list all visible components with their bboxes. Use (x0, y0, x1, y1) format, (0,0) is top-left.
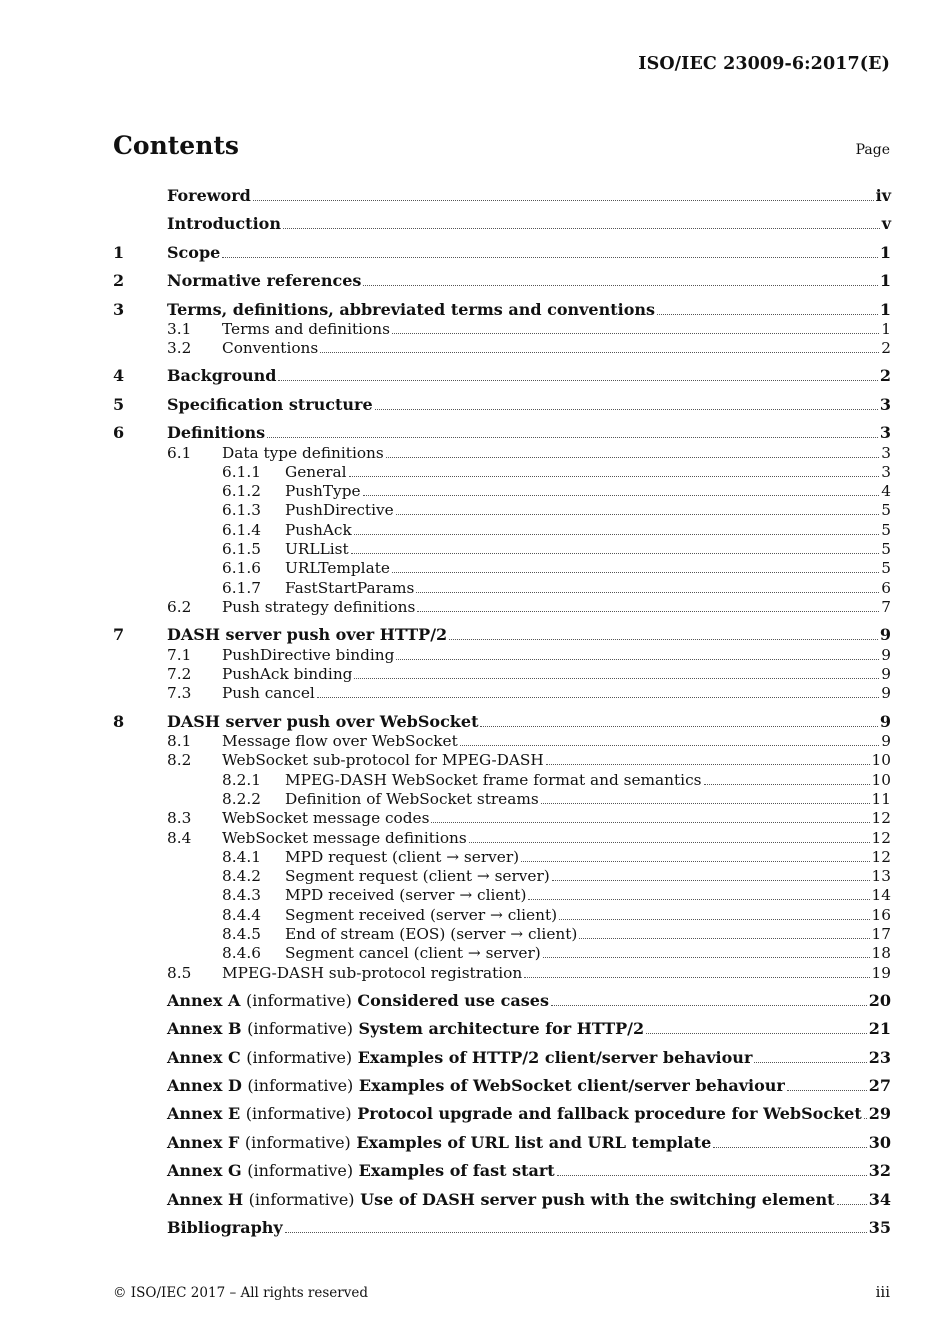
dot-leader (837, 1203, 867, 1205)
dot-leader (557, 1174, 867, 1176)
annex-label: Annex H (167, 1190, 244, 1209)
dot-leader (579, 937, 869, 939)
toc-entry-page: 30 (868, 1133, 891, 1152)
toc-entry-page: 9 (879, 712, 891, 731)
toc-title-text: MPD received (server → client) (285, 886, 527, 904)
toc-entry-number: 8.2.1 (222, 771, 261, 789)
annex-title: Examples of WebSocket client/server behaviour (358, 1076, 785, 1095)
toc-entry-page: 20 (868, 991, 891, 1010)
toc-title-text: PushAck binding (222, 665, 353, 683)
toc-entry-title (167, 624, 447, 646)
toc-entry-page: 35 (868, 1218, 891, 1237)
toc-title-text: PushDirective (285, 501, 394, 519)
toc-entry-number: 6.1.3 (222, 501, 261, 519)
toc-entry[interactable] (113, 270, 891, 292)
annex-title: Examples of HTTP/2 client/server behaviour (357, 1048, 753, 1067)
toc-entry-page: 10 (871, 751, 891, 769)
toc-entry-page: 13 (871, 867, 891, 885)
toc-title-text: End of stream (EOS) (server → client) (285, 925, 578, 943)
toc-title-text: Message flow over WebSocket (222, 732, 458, 750)
toc-entry[interactable] (113, 1075, 891, 1097)
toc-entry-page: 5 (881, 501, 891, 519)
toc-title-text: PushType (285, 482, 361, 500)
annex-label: Annex B (167, 1019, 242, 1038)
toc-entry-page: 5 (881, 559, 891, 577)
dot-leader (354, 533, 880, 535)
toc-title-text: URLTemplate (285, 559, 390, 577)
toc-entry-number: 3 (113, 300, 125, 319)
toc-entry-number: 8.5 (167, 964, 192, 982)
annex-type: (informative) (247, 1019, 353, 1038)
page-column-label: Page (855, 142, 890, 158)
toc-entry-number: 7.2 (167, 665, 192, 683)
dot-leader (543, 956, 870, 958)
annex-type: (informative) (244, 1133, 351, 1152)
toc-entry-page: 12 (871, 848, 891, 866)
dot-leader (392, 332, 879, 334)
dot-leader (787, 1089, 867, 1091)
toc-entry-title (167, 394, 373, 416)
dot-leader (521, 860, 869, 862)
annex-label: Annex A (167, 991, 241, 1010)
toc-entry-title (167, 1189, 835, 1211)
toc-entry[interactable] (113, 557, 891, 579)
toc-entry-title (222, 682, 315, 704)
dot-leader (267, 436, 878, 438)
toc-entry[interactable] (113, 807, 891, 829)
toc-entry-page: 12 (871, 829, 891, 847)
toc-entry-title (167, 185, 251, 207)
annex-title: Examples of URL list and URL template (356, 1133, 712, 1152)
toc-entry-page: 18 (871, 944, 891, 962)
toc-entry-page: iv (875, 186, 891, 205)
toc-title-text: Push cancel (222, 684, 315, 702)
toc-entry-page: 29 (868, 1104, 891, 1123)
annex-label: Annex D (167, 1076, 242, 1095)
toc-entry-number: 7.3 (167, 684, 192, 702)
toc-entry[interactable] (113, 884, 891, 906)
toc-entry[interactable] (113, 1018, 891, 1040)
toc-entry-page: 1 (881, 320, 891, 338)
toc-entry-number: 8.3 (167, 809, 192, 827)
dot-leader (351, 552, 880, 554)
document-id: ISO/IEC 23009-6:2017(E) (638, 54, 890, 74)
toc-title-text: DASH server push over WebSocket (167, 712, 479, 731)
dot-leader (285, 1231, 867, 1233)
toc-entry-page: 3 (881, 463, 891, 481)
toc-entry[interactable] (113, 749, 891, 771)
annex-label: Annex C (167, 1048, 241, 1067)
dot-leader (386, 456, 880, 458)
annex-type: (informative) (247, 1076, 354, 1095)
toc-entry-page: 34 (868, 1190, 891, 1209)
toc-title-text: WebSocket message definitions (222, 829, 467, 847)
toc-entry-number: 6.1 (167, 444, 192, 462)
toc-entry-number: 8.4.1 (222, 848, 261, 866)
toc-entry[interactable] (113, 1189, 891, 1211)
toc-entry-number: 6.2 (167, 598, 192, 616)
toc-title-text: PushDirective binding (222, 646, 395, 664)
toc-entry-number: 7.1 (167, 646, 192, 664)
dot-leader (524, 976, 869, 978)
toc-title-text: Segment cancel (client → server) (285, 944, 541, 962)
dot-leader (713, 1146, 866, 1148)
toc-entry[interactable] (113, 624, 891, 646)
toc-entry[interactable] (113, 682, 891, 704)
toc-entry-page: 16 (871, 906, 891, 924)
toc-entry-title (167, 365, 276, 387)
dot-leader (646, 1032, 867, 1034)
toc-title-text: DASH server push over HTTP/2 (167, 625, 448, 644)
toc-entry-number: 6.1.1 (222, 463, 261, 481)
toc-title-text: MPEG-DASH sub-protocol registration (222, 964, 523, 982)
toc-title-text: General (285, 463, 347, 481)
dot-leader (278, 379, 877, 381)
toc-entry-number: 8 (113, 712, 125, 731)
annex-label: Annex F (167, 1133, 240, 1152)
toc-entry[interactable] (113, 365, 891, 387)
dot-leader (392, 571, 879, 573)
toc-entry-page: 1 (879, 271, 891, 290)
toc-entry-number: 8.2.2 (222, 790, 261, 808)
toc-title-text: Segment received (server → client) (285, 906, 558, 924)
dot-leader (417, 610, 879, 612)
toc-entry-number: 6.1.6 (222, 559, 261, 577)
toc-entry-title (167, 1103, 862, 1125)
toc-entry-page: 2 (879, 366, 891, 385)
toc-entry-number: 8.4.3 (222, 886, 261, 904)
toc-entry-title (167, 270, 361, 292)
toc-entry[interactable] (113, 422, 891, 444)
toc-entry-title (285, 499, 394, 521)
toc-entry-title (167, 990, 549, 1012)
toc-entry-page: 14 (871, 886, 891, 904)
dot-leader (864, 1117, 867, 1119)
toc-title-text: MPD request (client → server) (285, 848, 520, 866)
toc-entry[interactable] (113, 1103, 891, 1125)
annex-title: Protocol upgrade and fallback procedure for WebSocket (357, 1104, 862, 1123)
toc-entry-page: 11 (871, 790, 891, 808)
dot-leader (469, 841, 870, 843)
dot-leader (460, 744, 880, 746)
toc-title-text: Push strategy definitions (222, 598, 416, 616)
dot-leader (354, 677, 879, 679)
toc-entry-page: 23 (868, 1048, 891, 1067)
toc-title-text: WebSocket sub-protocol for MPEG-DASH (222, 751, 544, 769)
toc-entry-page: 5 (881, 521, 891, 539)
dot-leader (552, 879, 870, 881)
toc-entry-title (167, 1047, 752, 1069)
toc-title-text: Terms and definitions (222, 320, 390, 338)
annex-title: Use of DASH server push with the switching element (360, 1190, 835, 1209)
toc-entry-page: 10 (871, 771, 891, 789)
toc-entry-page: 27 (868, 1076, 891, 1095)
dot-leader (396, 513, 880, 515)
toc-entry[interactable] (113, 942, 891, 964)
dot-leader (528, 898, 869, 900)
toc-entry-page: 9 (881, 646, 891, 664)
footer-page-number: iii (875, 1283, 890, 1301)
toc-entry-page: 4 (881, 482, 891, 500)
dot-leader (320, 351, 879, 353)
toc-entry-number: 8.4.4 (222, 906, 261, 924)
toc-entry-page: 2 (881, 339, 891, 357)
toc-title-text: WebSocket message codes (222, 809, 430, 827)
toc-entry-number: 1 (113, 243, 125, 262)
dot-leader (559, 918, 869, 920)
toc-title-text: Definitions (167, 423, 266, 442)
toc-entry-title (222, 596, 415, 618)
dot-leader (449, 638, 878, 640)
toc-title-text: Specification structure (167, 395, 373, 414)
toc-entry[interactable] (113, 394, 891, 416)
toc-entry-page: 3 (879, 395, 891, 414)
dot-leader (363, 284, 877, 286)
toc-entry-page: 1 (879, 300, 891, 319)
dot-leader (416, 591, 879, 593)
toc-entry-title (167, 422, 265, 444)
annex-label: Annex G (167, 1161, 242, 1180)
contents-heading: Contents (113, 131, 240, 160)
annex-label: Annex E (167, 1104, 241, 1123)
dot-leader (317, 696, 880, 698)
toc-title-text: Background (167, 366, 277, 385)
dot-leader (541, 802, 870, 804)
toc-entry-page: 5 (881, 540, 891, 558)
toc-entry-title (222, 749, 544, 771)
toc-entry[interactable] (113, 499, 891, 521)
toc-entry-page: 9 (879, 625, 891, 644)
annex-title: Considered use cases (357, 991, 549, 1010)
annex-type: (informative) (245, 991, 352, 1010)
toc-title-text: Normative references (167, 271, 362, 290)
dot-leader (349, 475, 880, 477)
toc-title-text: URLList (285, 540, 349, 558)
toc-entry-page: 32 (868, 1161, 891, 1180)
dot-leader (222, 256, 878, 258)
dot-leader (480, 725, 877, 727)
toc-entry[interactable] (113, 596, 891, 618)
toc-entry-title (167, 1018, 644, 1040)
toc-entry[interactable] (113, 185, 891, 207)
toc-entry-title (167, 213, 281, 235)
annex-title: System architecture for HTTP/2 (358, 1019, 645, 1038)
toc-title-text: Conventions (222, 339, 319, 357)
toc-entry[interactable] (113, 990, 891, 1012)
toc-entry-page: 3 (881, 444, 891, 462)
toc-entry-title (167, 1160, 555, 1182)
toc-entry-title (167, 1132, 711, 1154)
toc-title-text: FastStartParams (285, 579, 415, 597)
toc-entry-title (285, 557, 390, 579)
toc-entry-number: 3.1 (167, 320, 192, 338)
toc-entry-page: 21 (868, 1019, 891, 1038)
toc-entry-page: 17 (871, 925, 891, 943)
dot-leader (431, 821, 869, 823)
toc-entry[interactable] (113, 1160, 891, 1182)
toc-title-text: Foreword (167, 186, 251, 205)
annex-title: Examples of fast start (358, 1161, 555, 1180)
toc-entry-page: 9 (881, 684, 891, 702)
toc-entry-number: 2 (113, 271, 125, 290)
dot-leader (657, 313, 878, 315)
toc-entry-page: 9 (881, 732, 891, 750)
dot-leader (283, 227, 880, 229)
toc-entry-number: 6.1.2 (222, 482, 261, 500)
toc-entry-number: 8.4.5 (222, 925, 261, 943)
toc-entry-number: 8.4.2 (222, 867, 261, 885)
toc-entry-title (167, 1217, 283, 1239)
toc-entry-number: 3.2 (167, 339, 192, 357)
dot-leader (704, 783, 870, 785)
toc-entry-number: 5 (113, 395, 125, 414)
toc-entry-page: 12 (871, 809, 891, 827)
toc-entry[interactable] (113, 213, 891, 235)
toc-title-text: Scope (167, 243, 221, 262)
dot-leader (754, 1061, 866, 1063)
dot-leader (396, 658, 879, 660)
toc-entry[interactable] (113, 1132, 891, 1154)
toc-entry-title (285, 942, 541, 964)
toc-entry[interactable] (113, 1217, 891, 1239)
toc-entry-title (167, 1075, 785, 1097)
toc-entry-page: 7 (881, 598, 891, 616)
toc-entry-title (222, 962, 522, 984)
toc-entry[interactable] (113, 242, 891, 264)
toc-entry-number: 6.1.7 (222, 579, 261, 597)
toc-entry-number: 8.4.6 (222, 944, 261, 962)
footer-copyright: © ISO/IEC 2017 – All rights reserved (113, 1285, 368, 1301)
toc-entry-number: 6 (113, 423, 125, 442)
toc-entry[interactable] (113, 1047, 891, 1069)
toc-title-text: Definition of WebSocket streams (285, 790, 539, 808)
toc-entry-page: 1 (879, 243, 891, 262)
dot-leader (363, 494, 880, 496)
annex-type: (informative) (246, 1048, 353, 1067)
dot-leader (253, 199, 874, 201)
toc-title-text: MPEG-DASH WebSocket frame format and semantics (285, 771, 702, 789)
toc-title-text: Data type definitions (222, 444, 384, 462)
toc-title-text: Segment request (client → server) (285, 867, 550, 885)
toc-entry[interactable] (113, 962, 891, 984)
toc-title-text: Terms, definitions, abbreviated terms and conventions (167, 300, 656, 319)
toc-entry-number: 6.1.5 (222, 540, 261, 558)
toc-entry-number: 6.1.4 (222, 521, 261, 539)
table-of-contents (113, 0, 891, 1344)
toc-entry-number: 8.4 (167, 829, 192, 847)
toc-entry-number: 7 (113, 625, 125, 644)
dot-leader (546, 763, 870, 765)
toc-title-text: PushAck (285, 521, 352, 539)
toc-entry-title (222, 337, 318, 359)
dot-leader (551, 1004, 867, 1006)
toc-entry-title (167, 242, 220, 264)
annex-type: (informative) (247, 1161, 354, 1180)
toc-entry-page: v (881, 214, 891, 233)
annex-type: (informative) (245, 1104, 352, 1123)
annex-type: (informative) (248, 1190, 355, 1209)
toc-entry-page: 3 (879, 423, 891, 442)
toc-entry-number: 8.2 (167, 751, 192, 769)
dot-leader (375, 408, 878, 410)
toc-entry-number: 4 (113, 366, 125, 385)
toc-entry-page: 9 (881, 665, 891, 683)
toc-entry-page: 6 (881, 579, 891, 597)
toc-entry[interactable] (113, 337, 891, 359)
toc-entry-title (285, 884, 526, 906)
toc-entry-number: 8.1 (167, 732, 192, 750)
toc-entry-title (222, 807, 429, 829)
toc-title-text: Introduction (167, 214, 281, 233)
toc-title-text: Bibliography (167, 1218, 283, 1237)
toc-entry-page: 19 (871, 964, 891, 982)
